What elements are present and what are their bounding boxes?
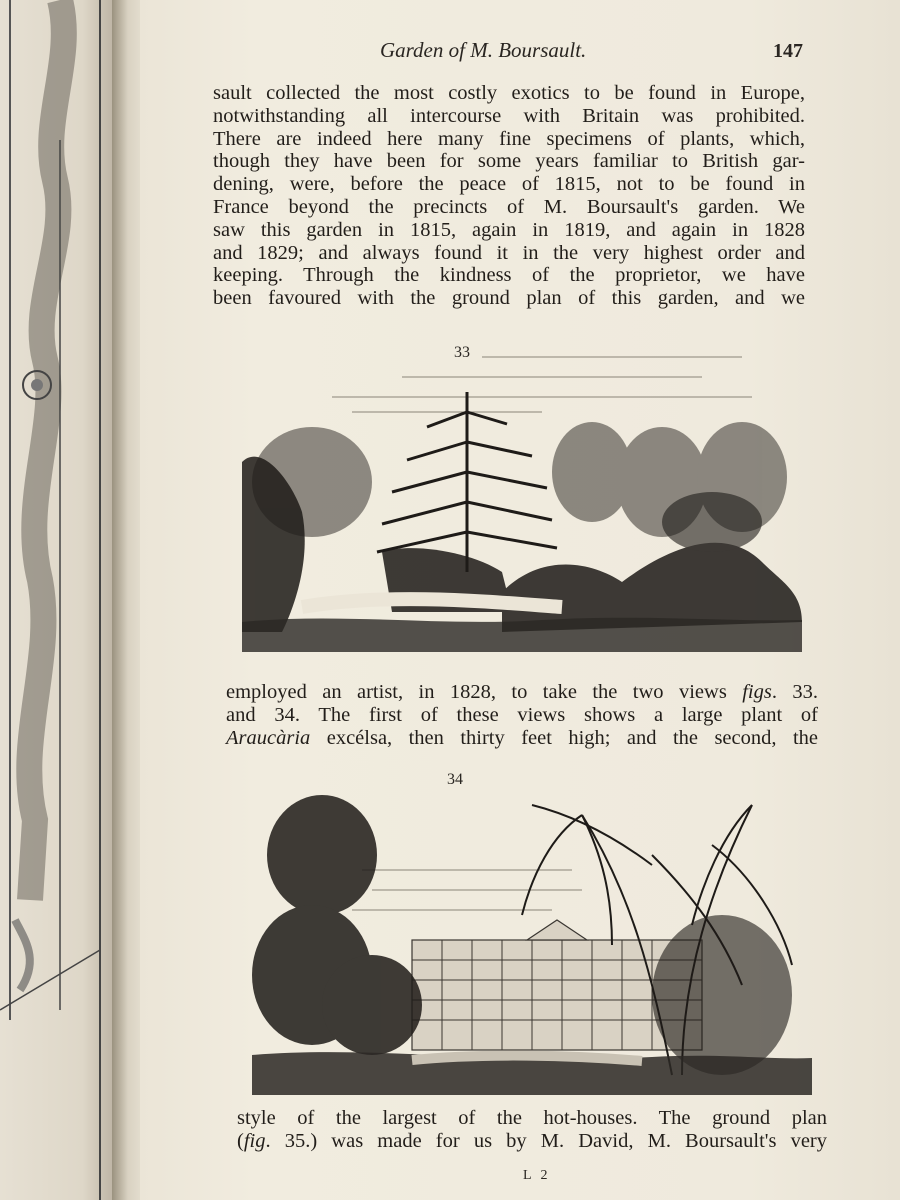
text-span: . 35.) was made for us by M. David, M. Boursault's very	[265, 1129, 827, 1152]
figure-33-engraving	[242, 352, 802, 652]
text-line: style of the largest of the hot-houses. The ground plan	[237, 1107, 827, 1129]
text-line	[237, 1130, 827, 1153]
signature-mark: L 2	[523, 1168, 551, 1183]
text-line: been favoured with the ground plan of this garden, and we	[213, 287, 805, 310]
text-line: notwithstanding all intercourse with Britain was prohibited.	[213, 104, 805, 127]
paragraph-1	[213, 82, 805, 310]
text-line	[226, 727, 818, 750]
paragraph-3	[237, 1107, 827, 1153]
text-line: saw this garden in 1815, again in 1819, and again in 1828	[213, 218, 805, 241]
text-span: . 33.	[771, 681, 818, 703]
text-span: employed an artist, in 1828, to take the two views	[226, 681, 743, 703]
figure-34-engraving	[252, 775, 812, 1095]
paragraph-2	[226, 681, 818, 749]
text-line	[226, 681, 818, 704]
facing-page-plan	[0, 0, 118, 1200]
italic-figs: figs	[742, 681, 772, 703]
italic-genus: Araucària	[226, 726, 311, 749]
text-span: excélsa, then thirty feet high; and the second, the	[310, 726, 818, 749]
text-span: (	[237, 1129, 244, 1152]
text-line: sault collected the most costly exotics to be found in Europe,	[213, 82, 805, 104]
text-line: and 1829; and always found it in the very highest order and	[213, 241, 805, 264]
text-line: dening, were, before the peace of 1815, not to be found in	[213, 173, 805, 196]
garden-plan-engraving	[0, 0, 118, 1200]
figure-33-number: 33	[454, 344, 470, 361]
text-line: and 34. The first of these views shows a large plant of	[226, 703, 818, 726]
figure-34-number: 34	[447, 771, 463, 788]
text-line: keeping. Through the kindness of the proprietor, we have	[213, 264, 805, 287]
running-header	[380, 38, 803, 68]
page-number: 147	[773, 40, 803, 62]
text-line: There are indeed here many fine specimens of plants, which,	[213, 127, 805, 150]
text-line: though they have been for some years familiar to British gar-	[213, 150, 805, 173]
running-title: Garden of M. Boursault.	[380, 38, 587, 62]
italic-fig: fig	[243, 1129, 266, 1152]
text-line: France beyond the precincts of M. Boursault's garden. We	[213, 195, 805, 218]
